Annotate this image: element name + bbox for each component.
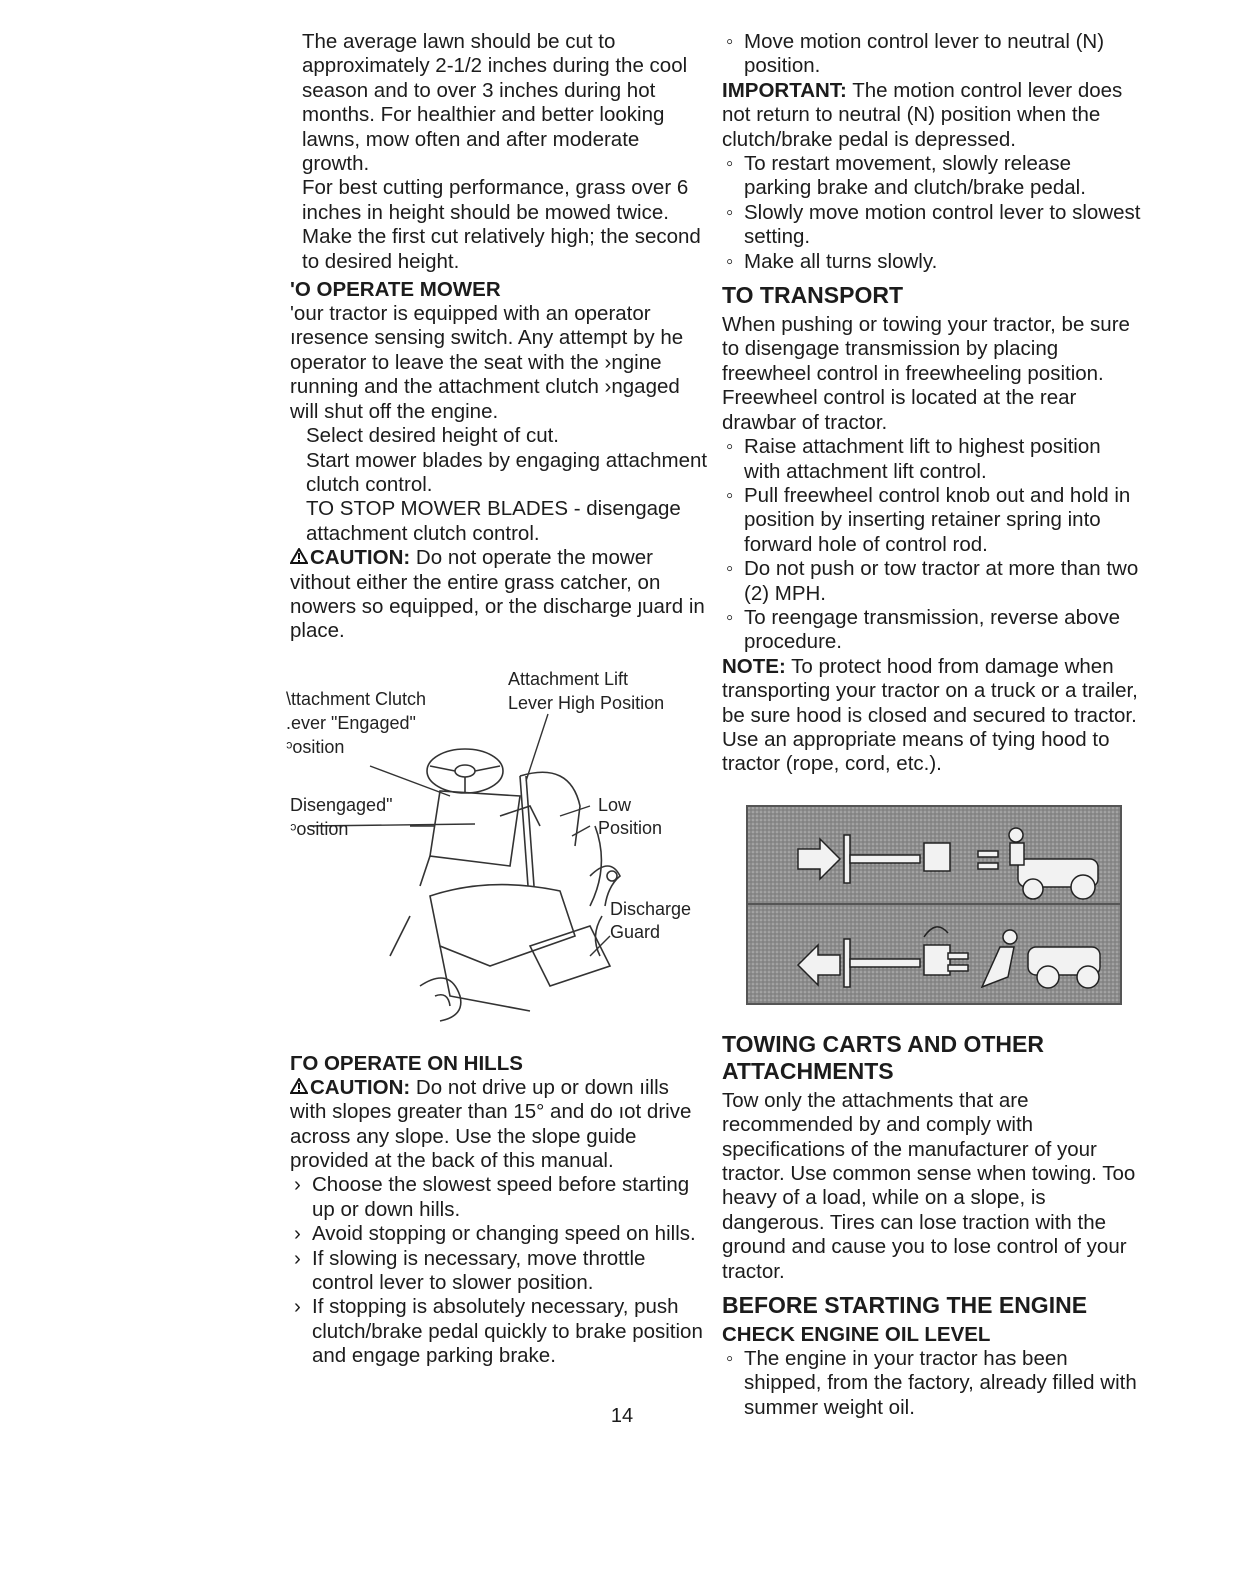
low-position-label: Position [598,817,663,838]
transport-bullet-list [722,435,1142,655]
list-item: ◦ Slowly move motion control lever to slowest setting. [726,200,1141,249]
important-text: The motion control lever does not return to neutral (N) position when the clutch/brake pedal is depressed. [722,78,1123,151]
neutral-bullet-list [722,30,1142,79]
important-note [722,79,1142,152]
list-item: ◦ Do not push or tow tractor at more than two (2) MPH. [726,557,1139,605]
warning-triangle-icon [290,1076,310,1100]
mowing-height-paragraph: The average lawn should be cut to approximately 2-1/2 inches during the cool season and to over 3 inches during hot months. For healthier and better looking lawns, mow often and after moderate growth. [302,30,688,176]
transport-paragraph: When pushing or towing your tractor, be sure to disengage transmission by placing freewheel control in freewheeling position. Freewheel control is located at the rear drawbar of tractor. [722,313,1130,434]
transport-heading: TO TRANSPORT [722,282,904,309]
hills-caution-label: CAUTION: [310,1075,411,1099]
operate-mower-heading: 'O OPERATE MOWER [290,278,501,302]
mower-controls-figure [286,666,710,1026]
disengaged-label: Disengaged" [290,794,393,815]
towing-heading-line1: TOWING CARTS AND OTHER [722,1030,1044,1057]
list-item: ◦ Raise attachment lift to highest position with attachment lift control. [726,435,1101,483]
mower-step-1: Select desired height of cut. [306,424,559,448]
page-number: 14 [610,1405,634,1427]
left-column [286,30,710,1369]
list-item: ◦ Pull freewheel control knob out and hold in position by inserting retainer spring into forward hole of control rod. [726,483,1131,556]
engaged-position-label: ᵓosition [286,736,345,757]
list-item: ◦ To restart movement, slowly release parking brake and clutch/brake pedal. [726,152,1086,200]
freewheel-diagram [748,807,1120,1003]
note-text: To protect hood from damage when transporting your tractor on a truck or a trailer, be sure hood is closed and secured to tractor. Use an appropriate means of tying hood to tractor (rope, cord, etc.). [722,654,1138,776]
disengaged-position-label: ᵓosition [290,818,349,839]
list-item: › If stopping is absolutely necessary, push clutch/brake pedal quickly to brake position and engage parking brake. [294,1295,703,1368]
discharge-label: Discharge [610,898,692,919]
list-item: ◦ To reengage transmission, reverse above procedure. [726,605,1121,654]
note-label: NOTE: [722,654,786,678]
towing-heading-line2: ATTACHMENTS [722,1057,894,1084]
check-oil-subheading: CHECK ENGINE OIL LEVEL [722,1323,991,1347]
lever-high-position-label: Lever High Position [508,692,665,713]
mower-step-2: Start mower blades by engaging attachment clutch control. [306,448,708,496]
hills-caution [290,1076,710,1174]
towing-heading [722,1031,1142,1085]
attachment-lift-label: Attachment Lift [508,668,629,689]
list-item: › If slowing is necessary, move throttle control lever to slower position. [294,1246,646,1294]
important-label: IMPORTANT: [722,78,847,102]
warning-triangle-icon [290,546,310,570]
before-starting-heading: BEFORE STARTING THE ENGINE [722,1292,1088,1319]
cutting-performance-paragraph: For best cutting performance, grass over 6 inches in height should be mowed twice. Make the first cut relatively high; the second to desired height. [302,176,701,273]
transport-note [722,655,1142,777]
attachment-clutch-label: \ttachment Clutch [286,688,427,709]
freewheel-illustration [746,805,1122,1005]
caution-label: CAUTION: [310,546,411,570]
low-label: Low [598,794,632,815]
hills-caution-text: Do not drive up or down ıills with slopes greater than 15° and do ıot drive across any slope. Use the slope guide provided at the back of this manual. [290,1075,692,1172]
caution-text: Do not operate the mower vithout either the entire grass catcher, on nowers so equipped, or the discharge ȷuard in place. [290,546,705,643]
hills-bullet-list [290,1173,710,1368]
list-item: ◦ Make all turns slowly. [726,249,938,273]
movement-bullet-list [722,152,1142,274]
lever-engaged-label: .ever "Engaged" [286,712,416,733]
guard-label: Guard [610,921,661,942]
list-item: › Avoid stopping or changing speed on hills. [294,1222,696,1246]
list-item: ◦ Move motion control lever to neutral (N) position. [726,30,1105,78]
list-item: › Choose the slowest speed before starting up or down hills. [294,1173,690,1221]
right-column [722,30,1142,1420]
hills-heading: ΓO OPERATE ON HILLS [290,1051,523,1075]
mower-step-3: TO STOP MOWER BLADES - disengage attachment clutch control. [306,497,681,545]
presence-switch-paragraph: 'our tractor is equipped with an operator ıresence sensing switch. Any attempt by he operator to leave the seat with the ›ngine running and the attachment clutch ›ngaged will shut off the engine. [290,302,684,423]
list-item: ◦ The engine in your tractor has been shipped, from the factory, already filled with summer weight oil. [726,1347,1137,1419]
mower-caution [290,546,710,644]
towing-paragraph: Tow only the attachments that are recommended by and comply with specifications of the manufacturer of your tractor. Use common sense when towing. Too heavy of a load, while on a slope, is dangerous. Tires can lose traction with the ground and cause you to lose control of your tractor. [722,1088,1136,1283]
